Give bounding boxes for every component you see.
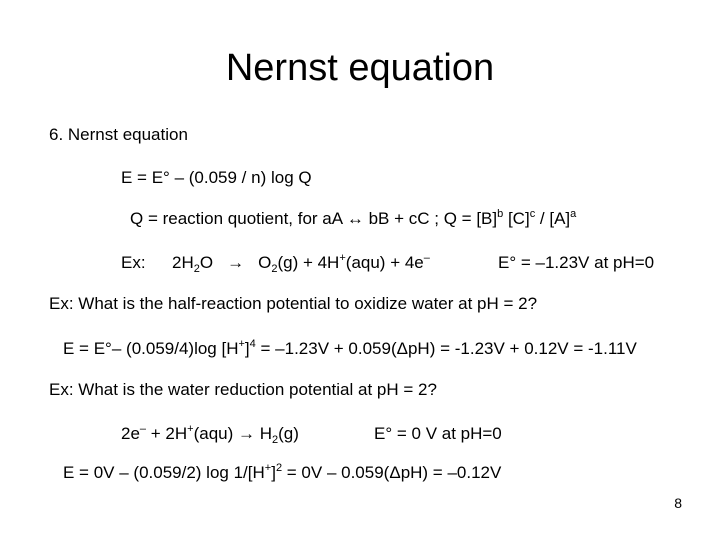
exponent-a: a xyxy=(570,208,577,220)
reaction-text: O xyxy=(258,253,272,272)
reaction-text: 2e xyxy=(121,424,140,443)
equation-text: E = 0V – (0.059/2) log 1/[H xyxy=(63,463,265,482)
reaction-text: (g) xyxy=(278,424,299,443)
superscript: + xyxy=(339,252,346,264)
superscript: – xyxy=(139,423,147,435)
reaction-text: (aqu) → H xyxy=(193,424,273,443)
equation-text: = –1.23V + 0.059(ΔpH) = -1.23V + 0.12V = -1.11V xyxy=(255,339,637,358)
example-label: Ex: xyxy=(121,253,146,272)
reaction-text: (aqu) + 4e xyxy=(345,253,424,272)
exponent-b: b xyxy=(497,208,504,220)
superscript: – xyxy=(423,252,430,264)
slide-title: Nernst equation xyxy=(225,47,495,89)
reaction-text: O xyxy=(199,253,214,272)
exponent-c: c xyxy=(529,208,536,220)
reduction-potential-calculation xyxy=(63,463,501,483)
question-oxidize-water: Ex: What is the half-reaction potential to oxidize water at pH = 2? xyxy=(49,294,538,313)
reaction-text: (g) + 4H xyxy=(277,253,340,272)
water-oxidation-reaction xyxy=(172,253,430,273)
subscript: 2 xyxy=(193,263,200,275)
equation-text: ] xyxy=(271,463,276,482)
superscript: 4 xyxy=(249,338,256,350)
subscript: 2 xyxy=(271,263,278,275)
reaction-text: 2H xyxy=(172,253,194,272)
q-def-text: [C] xyxy=(503,209,530,228)
equation-text: ] xyxy=(244,339,250,358)
superscript: 2 xyxy=(275,462,283,474)
nernst-equation: E = E° – (0.059 / n) log Q xyxy=(121,168,312,187)
question-water-reduction: Ex: What is the water reduction potential at pH = 2? xyxy=(49,380,437,399)
water-reduction-reaction xyxy=(121,424,299,444)
reaction-quotient-definition xyxy=(130,209,576,229)
q-def-text: Q = reaction quotient, for aA ↔ bB + cC ; Q = [B] xyxy=(130,209,498,228)
reaction-text: + 2H xyxy=(146,424,188,443)
subscript: 2 xyxy=(272,434,279,446)
superscript: + xyxy=(238,338,245,350)
reaction-arrow: → xyxy=(227,253,245,272)
superscript: + xyxy=(187,423,194,435)
superscript: + xyxy=(264,462,272,474)
oxidation-potential-calculation xyxy=(63,339,637,359)
page-number: 8 xyxy=(674,495,682,511)
q-def-text: / [A] xyxy=(535,209,571,228)
equation-text: E = E°– (0.059/4)log [H xyxy=(63,339,239,358)
standard-potential-1: E° = –1.23V at pH=0 xyxy=(498,253,655,272)
standard-potential-2: E° = 0 V at pH=0 xyxy=(374,424,502,443)
equation-text: = 0V – 0.059(ΔpH) = –0.12V xyxy=(282,463,502,482)
section-heading: 6. Nernst equation xyxy=(49,125,188,144)
